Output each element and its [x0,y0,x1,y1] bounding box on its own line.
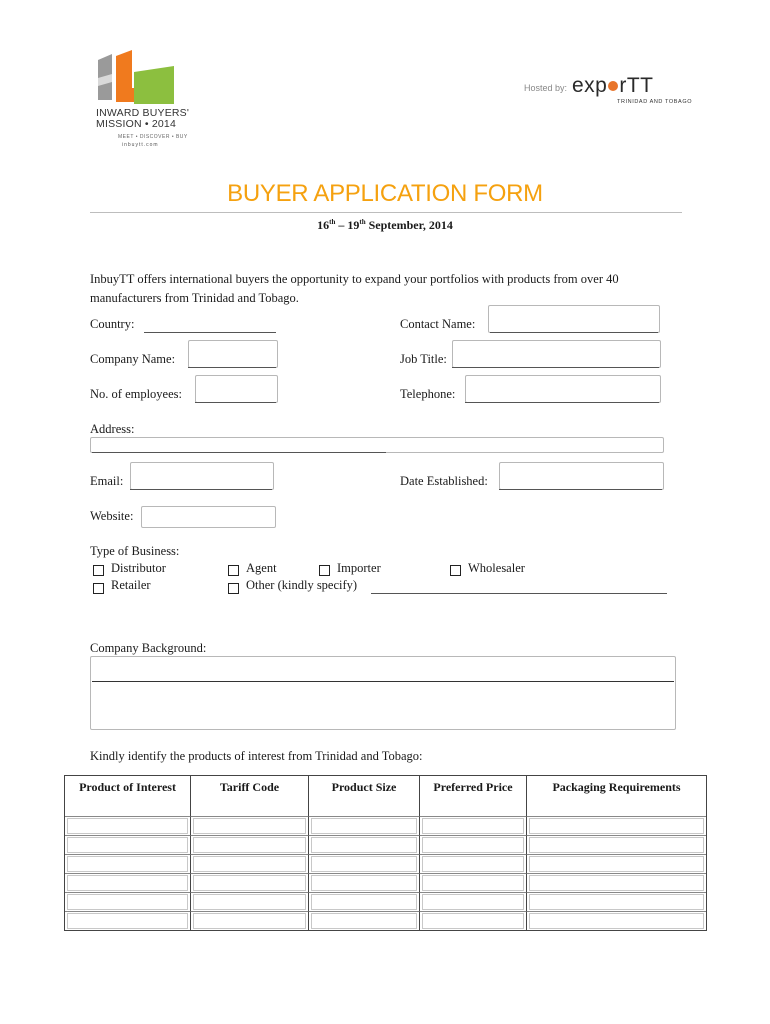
other-label: Other (kindly specify) [246,578,358,592]
table-row [65,892,706,911]
col-product-of-interest: Product of Interest [65,776,191,816]
table-cell[interactable] [193,856,306,872]
col-preferred-price: Preferred Price [420,776,527,816]
title-divider [90,212,682,213]
table-cell[interactable] [311,818,417,834]
table-cell[interactable] [311,894,417,910]
table-cell[interactable] [529,837,704,853]
table-cell[interactable] [422,894,524,910]
table-cell[interactable] [67,913,188,929]
importer-label: Importer [337,561,381,575]
importer-checkbox[interactable] [319,565,330,576]
table-cell[interactable] [67,856,188,872]
exportt-logo: exp rTT [572,74,654,97]
table-cell[interactable] [529,913,704,929]
table-cell[interactable] [529,875,704,891]
col-product-size: Product Size [309,776,420,816]
table-cell[interactable] [67,818,188,834]
business-type-label: Type of Business: [90,544,180,558]
table-row [65,911,706,930]
table-row [65,835,706,854]
telephone-label: Telephone: [400,387,456,401]
table-cell[interactable] [529,894,704,910]
products-intro: Kindly identify the products of interest from Trinidad and Tobago: [90,749,423,763]
website-label: Website: [90,509,134,523]
table-cell[interactable] [67,894,188,910]
address-underline [92,452,386,453]
table-row [65,873,706,892]
address-field[interactable] [90,437,664,453]
wholesaler-label: Wholesaler [468,561,525,575]
company-background-label: Company Background: [90,641,207,655]
website-field[interactable] [141,506,276,528]
agent-label: Agent [246,561,277,575]
table-cell[interactable] [193,837,306,853]
table-cell[interactable] [422,837,524,853]
date-established-underline [499,489,662,490]
company-name-label: Company Name: [90,352,176,366]
table-cell[interactable] [311,856,417,872]
table-cell[interactable] [67,837,188,853]
company-background-field[interactable] [90,656,676,730]
col-packaging-requirements: Packaging Requirements [552,780,681,794]
exportt-subtitle: TRINIDAD AND TOBAGO [617,99,693,105]
employees-label: No. of employees: [90,387,182,401]
date-established-field[interactable] [499,462,664,490]
date-established-label: Date Established: [400,474,488,488]
job-title-label: Job Title: [400,352,447,366]
employees-underline [195,402,276,403]
hosted-by-label: Hosted by: [524,83,568,93]
table-cell[interactable] [529,856,704,872]
retailer-label: Retailer [111,578,151,592]
distributor-checkbox[interactable] [93,565,104,576]
email-label: Email: [90,474,124,488]
products-table [64,775,707,931]
col-tariff-code: Tariff Code [191,776,309,816]
table-row [65,854,706,873]
other-specify-field[interactable] [371,593,667,594]
table-cell[interactable] [193,875,306,891]
table-cell[interactable] [193,818,306,834]
table-cell[interactable] [67,875,188,891]
table-cell[interactable] [529,818,704,834]
other-checkbox[interactable] [228,583,239,594]
table-cell[interactable] [311,913,417,929]
telephone-underline [465,402,659,403]
table-cell[interactable] [193,913,306,929]
contact-name-label: Contact Name: [400,317,476,331]
employees-field[interactable] [195,375,278,403]
distributor-label: Distributor [111,561,166,575]
retailer-checkbox[interactable] [93,583,104,594]
table-cell[interactable] [193,894,306,910]
address-label: Address: [90,422,135,436]
company-background-line [92,681,674,682]
table-header-row [65,776,706,816]
agent-checkbox[interactable] [228,565,239,576]
table-cell[interactable] [311,875,417,891]
table-row [65,816,706,835]
telephone-field[interactable] [465,375,661,403]
wholesaler-checkbox[interactable] [450,565,461,576]
company-name-field[interactable] [188,340,278,368]
table-cell[interactable] [311,837,417,853]
contact-name-field[interactable] [488,305,660,333]
email-underline [130,489,272,490]
logo-url: inbuytt.com [122,142,159,148]
table-cell[interactable] [422,875,524,891]
table-cell[interactable] [422,913,524,929]
email-field[interactable] [130,462,274,490]
intro-paragraph: InbuyTT offers international buyers the opportunity to expand your portfolios with products from over 40 manufacturers from Trinidad and Tobago. [90,272,619,305]
job-title-underline [452,367,659,368]
contact-name-underline [490,332,658,333]
logo-tagline: MEET • DISCOVER • BUY [118,134,188,140]
country-field[interactable] [144,332,276,333]
table-cell[interactable] [422,856,524,872]
form-title: BUYER APPLICATION FORM [227,180,543,207]
exportt-dot-icon [608,81,618,91]
country-label: Country: [90,317,135,331]
table-cell[interactable] [422,818,524,834]
logo-caption: INWARD BUYERS' MISSION • 2014 [96,107,190,130]
job-title-field[interactable] [452,340,661,368]
company-name-underline [188,367,276,368]
event-dates: 16th – 19th September, 2014 [317,218,453,232]
inbuytt-logo [92,48,192,148]
